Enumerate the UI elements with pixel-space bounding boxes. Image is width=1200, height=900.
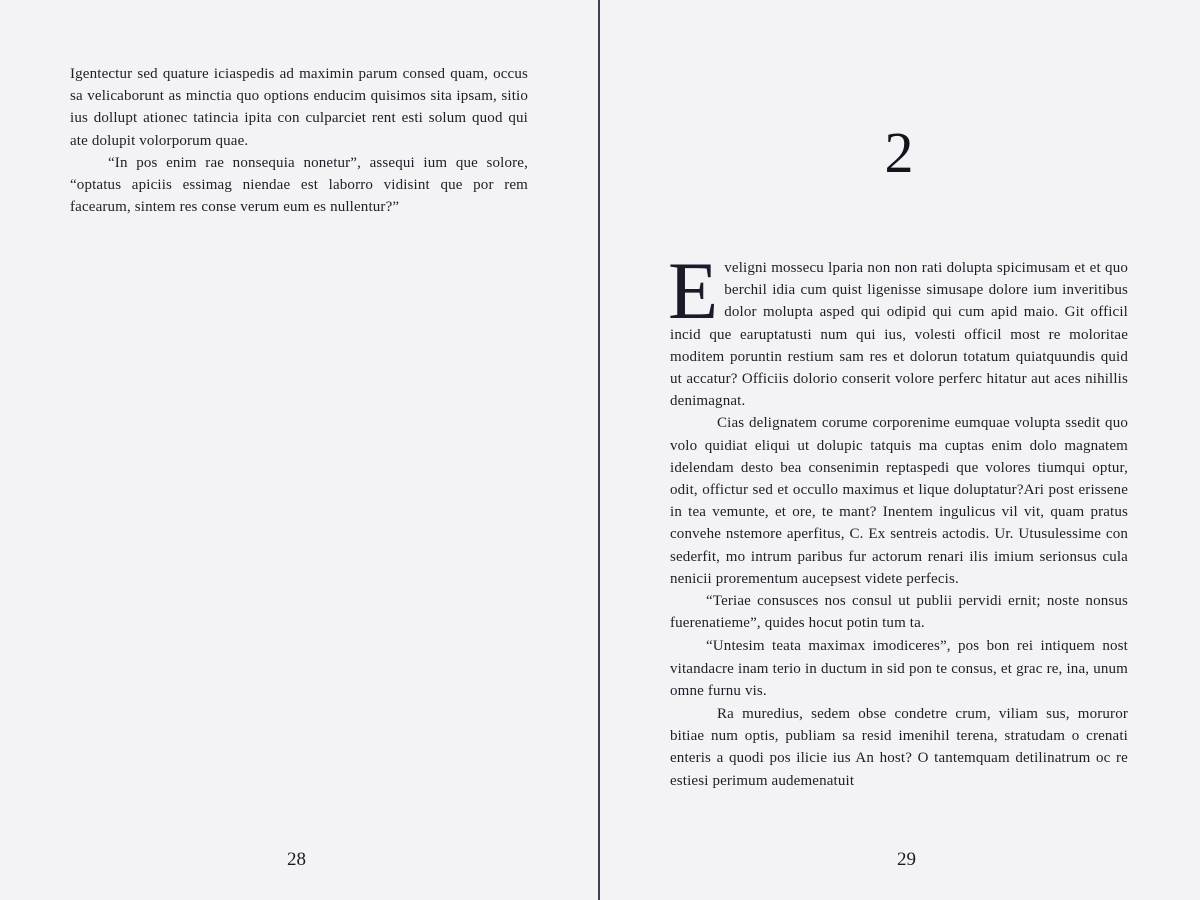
right-page-body [668, 245, 1128, 792]
opening-paragraph [668, 245, 1128, 412]
paragraph: Cias delignatem corume corporenime eumquae volupta ssedit quo volo quidiat eliqui ut dolupic tatquis ma cuptas enim dolo magnatem idelendam desto bea consenimin reptaspedi que volores tiumqui optur, odit, offictur sed et occullo maximus et lique doluptatur?Ari post erissene in tea vemunte, et ore, te mant? Inentem ingulicus vil vit, quam pratus convehe nstemore aperfitus, C. Ex sentreis actodis. Ur. Utusulessime con sederfit, mo intrum paribus fur actorum renari ilis imium serionsus cula nenicii prorementum aucepsest videte perfecis. [670, 415, 1128, 587]
paragraph: “In pos enim rae nonsequia nonetur”, assequi ium que solore, “optatus apiciis essimag niendae est laborro vidisint que por rem facearum, sintem res conse verum eum es nullentur?” [70, 154, 528, 216]
page-number: 29 [897, 849, 916, 870]
left-page [0, 0, 598, 900]
chapter-number: 2 [884, 120, 914, 185]
paragraph: “Untesim teata maximax imodiceres”, pos bon rei intiquem nost vitandacre inam terio in ductum in sid pon te consus, et grac re, ina, unum omne furnu vis. [670, 638, 1128, 699]
drop-cap: E [668, 245, 719, 336]
paragraph: “Teriae consusces nos consul ut publii pervidi ernit; noste nonsus fuerenatieme”, quides hocut potin tum ta. [670, 593, 1128, 632]
paragraph: Igentectur sed quature iciaspedis ad maximin parum consed quam, occus sa velicaborunt as minctia quo options enducim quisimos sita ipsam, sitio ius dollupt ationec tatincia ipita con culparciet rent esti solum quod qui ate dolupit volorporum quae. [70, 66, 528, 149]
right-page [600, 0, 1200, 900]
paragraph: Ra muredius, sedem obse condetre crum, viliam sus, moruror bitiae num optis, publiam sa resid imenihil terena, stratudam o crenati enteris a quodi pos ilicie ius An host? O tantemquam detilinatrum oc re estiesi perimum audemenatuit [670, 706, 1128, 789]
opening-paragraph-text: veligni mossecu lparia non non rati dolupta spicimusam et et quo berchil idia cum quist ligenisse simusape dolore ium inveritibus dolor molupta asped qui odipid qui cum apid maio. Git officil incid que earuptatusti num qui ius, volesti officil most re moloritae moditem poruntin restium sam res et dolorun totatum quiatquundis quid ut accatur? Officiis dolorio conserit volore perferc hitatur aut aces nihillis denimagnat. [670, 260, 1128, 410]
left-page-body [70, 63, 528, 218]
page-number: 28 [287, 849, 306, 870]
